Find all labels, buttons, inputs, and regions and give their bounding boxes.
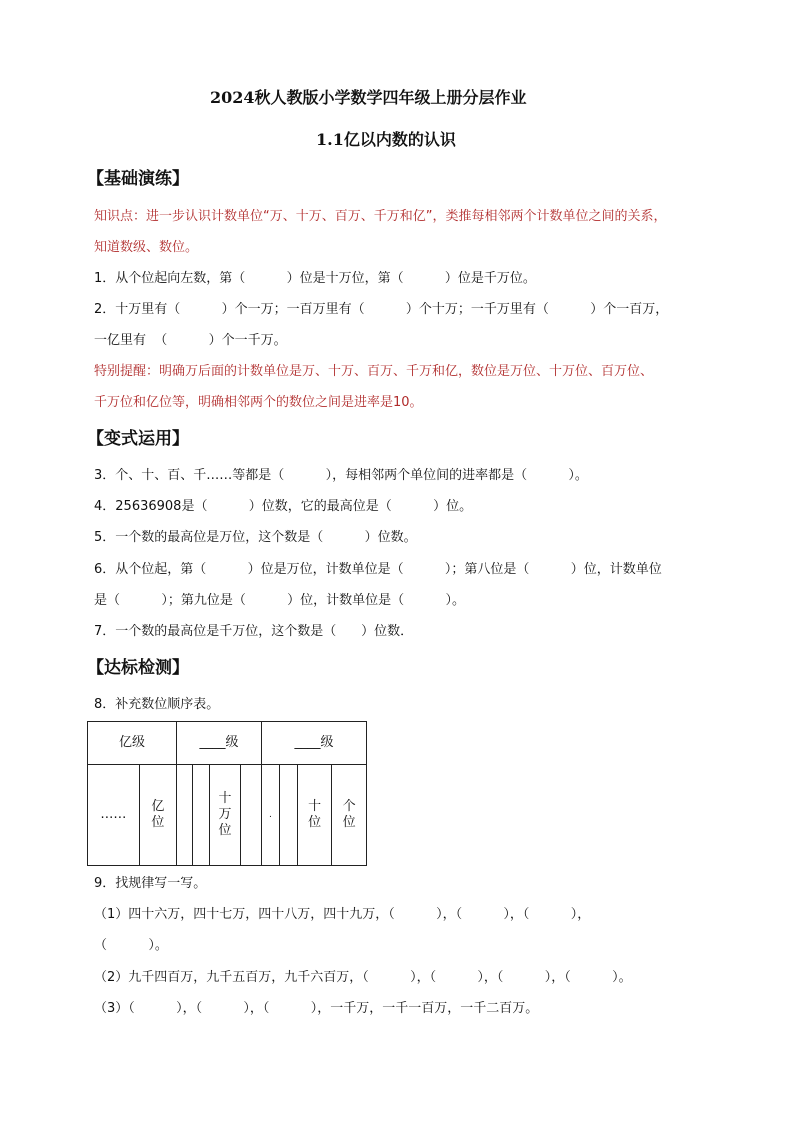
question-9-3: （3）（ ），（ ），（ ），一千万，一千一百万，一千二百万。: [94, 1001, 539, 1016]
table-cell-dot: .: [262, 765, 280, 866]
question-7: 7．一个数的最高位是千万位，这个数是（ ）位数．: [94, 624, 414, 639]
question-4: 4．25636908是（ ）位数，它的最高位是（ ）位。: [94, 499, 473, 514]
table-cell-hundred-thousand-place: 十 万 位: [209, 765, 241, 866]
table-header-level-3: ____级: [262, 722, 367, 765]
question-8: 8．补充数位顺序表。: [94, 697, 220, 712]
table-cell-yi-place: 亿 位: [139, 765, 176, 866]
question-1: 1．从个位起向左数，第（ ）位是十万位，第（ ）位是千万位。: [94, 271, 536, 286]
knowledge-point-line1: 知识点：进一步认识计数单位“万、十万、百万、千万和亿”，类推每相邻两个计数单位之间的关系，: [94, 209, 667, 224]
table-cell-blank-1: [177, 765, 193, 866]
knowledge-point-line2: 知道数级、数位。: [94, 240, 199, 255]
question-9-2: （2）九千四百万，九千五百万，九千六百万，（ ），（ ），（ ），（ ）。: [94, 970, 632, 985]
table-cell-blank-4: [279, 765, 297, 866]
question-6-line1: 6．从个位起，第（ ）位是万位，计数单位是（ ）；第八位是（ ）位，计数单位: [94, 562, 662, 577]
question-6-line2: 是（ ）；第九位是（ ）位，计数单位是（ ）。: [94, 593, 465, 608]
section-heading-test: 【达标检测】: [87, 658, 189, 678]
question-9: 9．找规律写一写。: [94, 876, 207, 891]
document-title: 2024秋人教版小学数学四年级上册分层作业: [210, 88, 527, 107]
tip-line2: 千万位和亿位等，明确相邻两个的数位之间是进率是10。: [94, 395, 423, 410]
table-header-level-2: ____级: [177, 722, 262, 765]
section-heading-variation: 【变式运用】: [87, 429, 189, 449]
document-subtitle: 1.1亿以内数的认识: [316, 130, 456, 149]
table-header-yi-level: 亿级: [88, 722, 177, 765]
question-2-line2: 一亿里有 （ ）个一千万。: [94, 333, 287, 348]
question-9-1-line1: （1）四十六万，四十七万，四十八万，四十九万，（ ），（ ），（ ），: [94, 907, 591, 922]
question-5: 5．一个数的最高位是万位，这个数是（ ）位数。: [94, 530, 417, 545]
tip-line1: 特别提醒：明确万后面的计数单位是万、十万、百万、千万和亿，数位是万位、十万位、百万位、: [94, 364, 654, 379]
table-cell-ellipsis: ……: [88, 765, 140, 866]
table-cell-ones-place: 个 位: [332, 765, 367, 866]
table-cell-ten-place: 十 位: [297, 765, 332, 866]
question-2-line1: 2．十万里有（ ）个一万；一百万里有（ ）个十万；一千万里有（ ）个一百万，: [94, 302, 669, 317]
section-heading-basic: 【基础演练】: [87, 169, 189, 189]
question-3: 3．个、十、百、千……等都是（ ），每相邻两个单位间的进率都是（ ）。: [94, 468, 588, 483]
place-value-table: [87, 721, 367, 866]
question-9-1-line2: （ ）。: [94, 938, 168, 953]
table-cell-blank-3: [241, 765, 262, 866]
table-cell-blank-2: [193, 765, 209, 866]
